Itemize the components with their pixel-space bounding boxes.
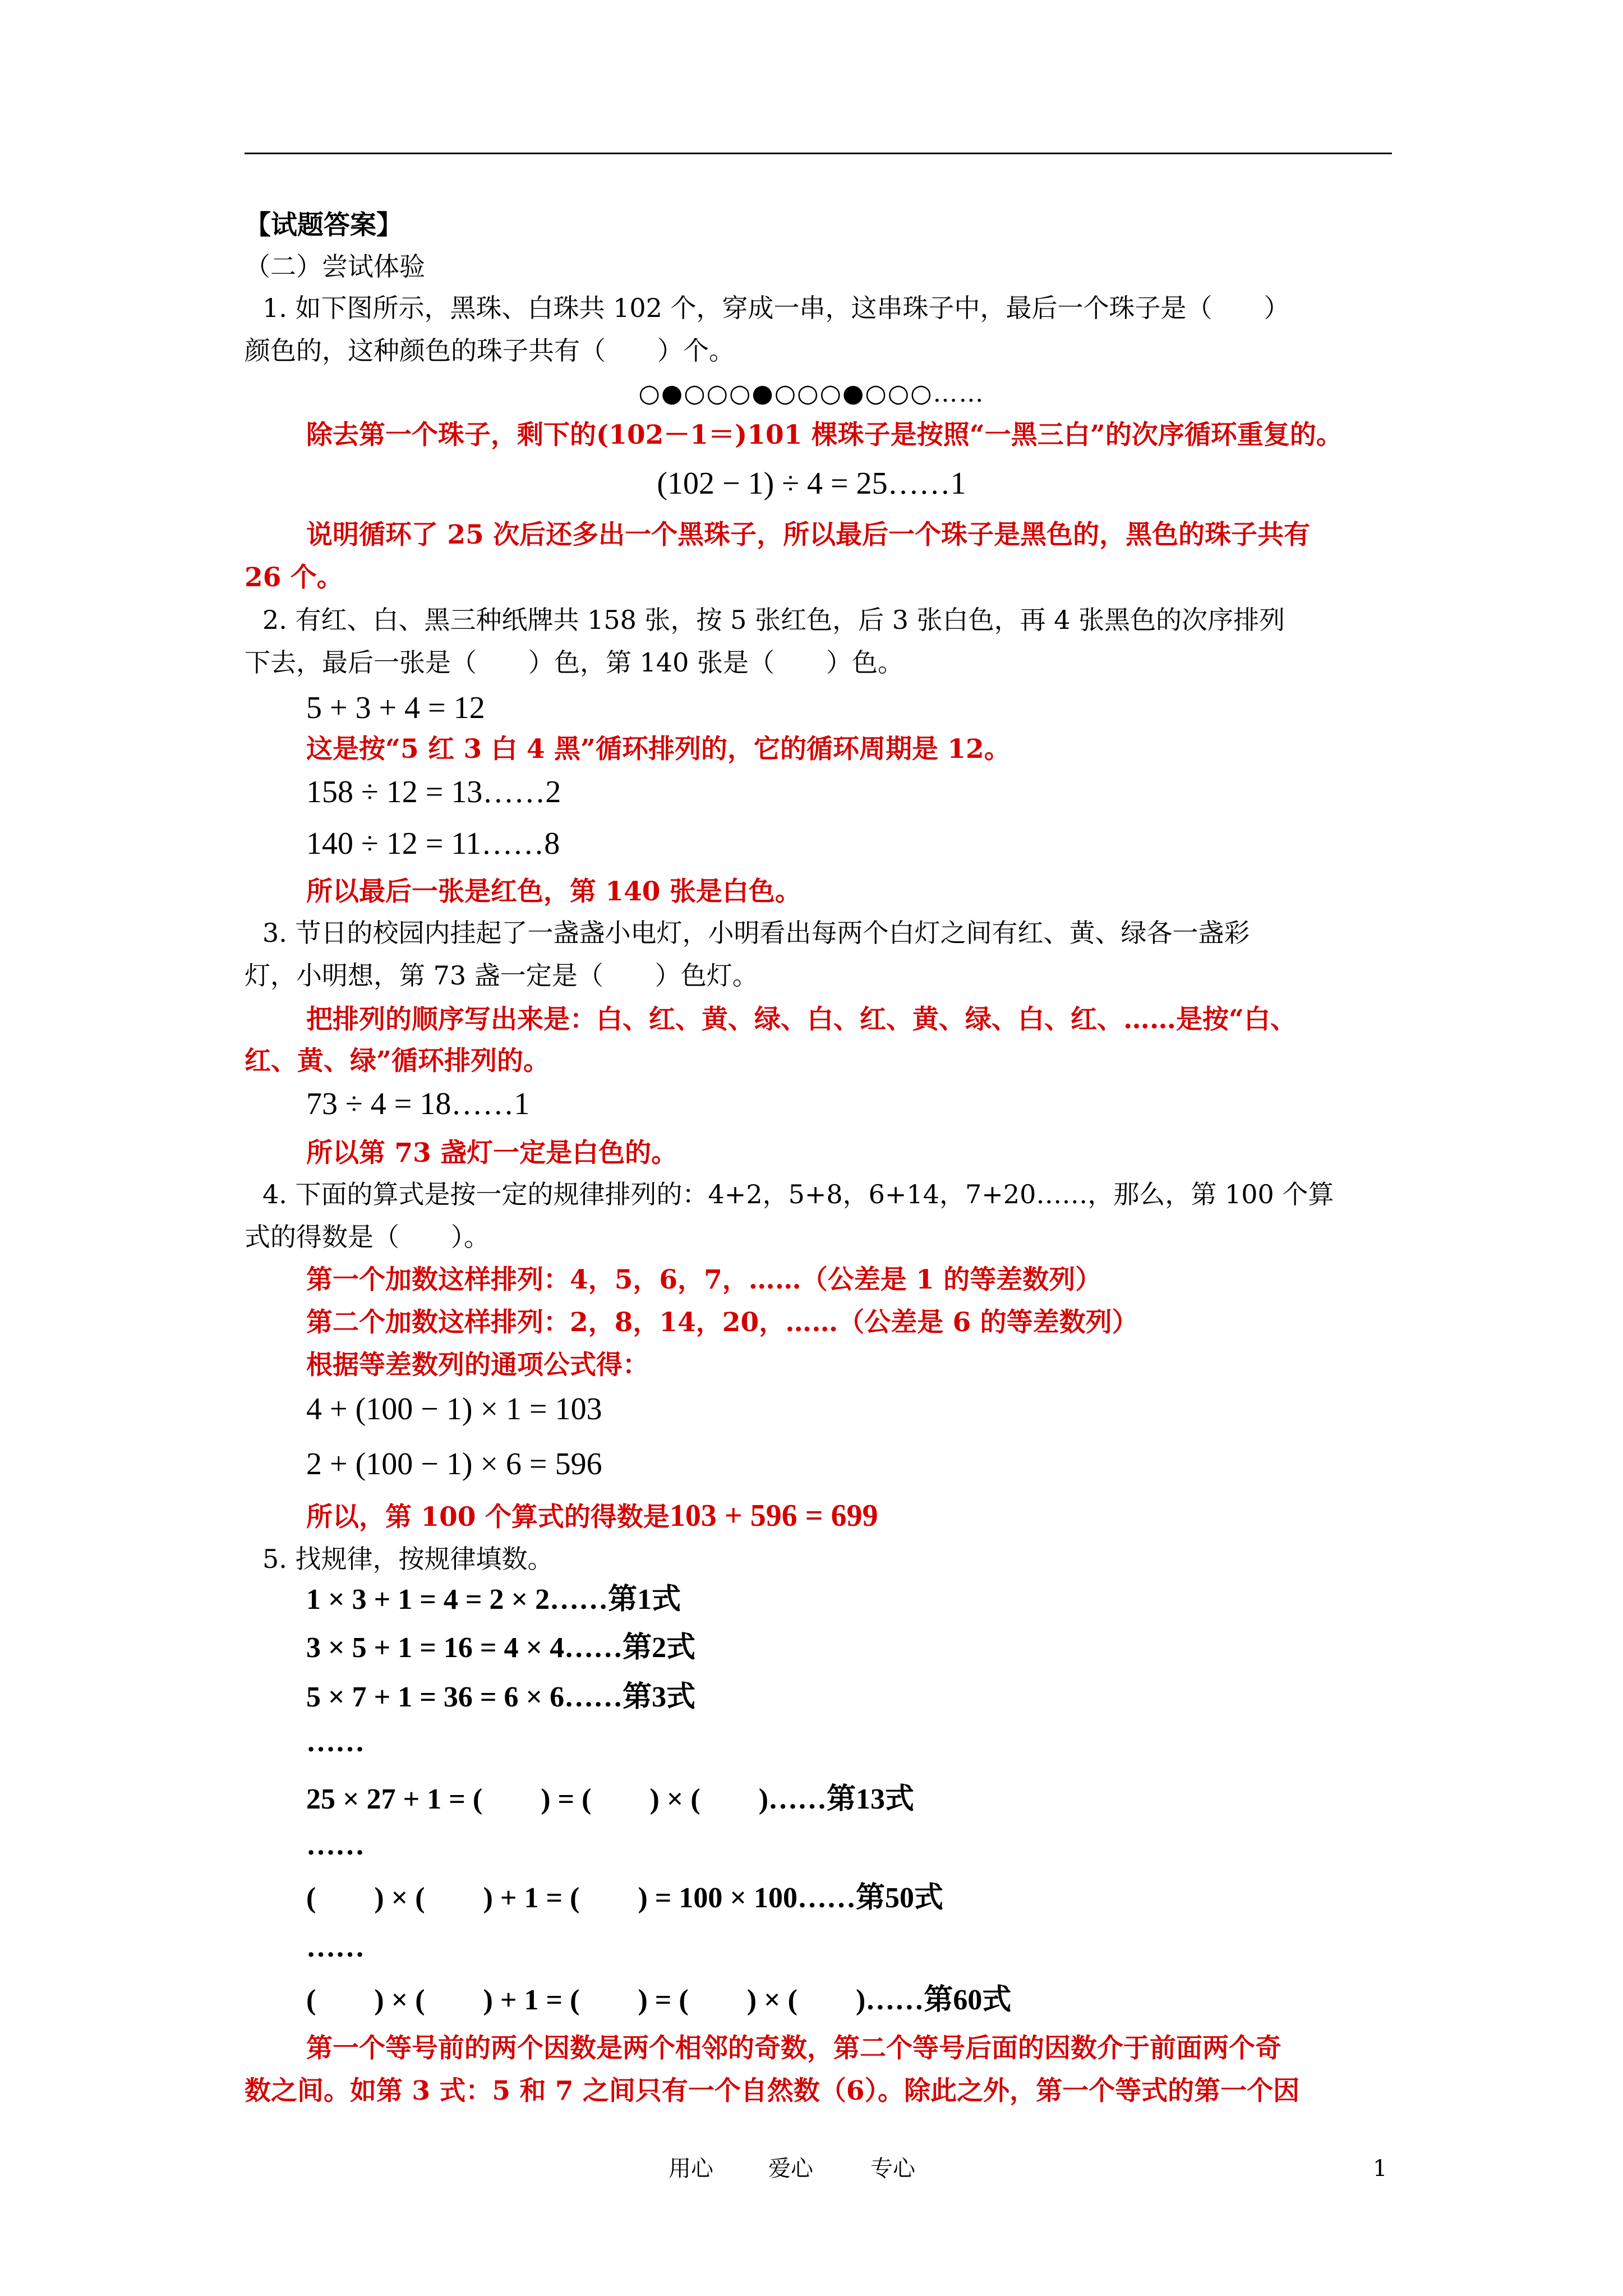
q1-equation: (102 − 1) ÷ 4 = 25……1 bbox=[657, 466, 966, 501]
q4-answer-line1: 第一个加数这样排列：4，5，6，7，……（公差是 1 的等差数列） bbox=[306, 1264, 1102, 1295]
q4-answer-line3: 根据等差数列的通项公式得： bbox=[306, 1350, 649, 1381]
q5-equation-3: 5 × 7 + 1 = 36 = 6 × 6……第3式 bbox=[306, 1681, 696, 1713]
q5-equation-6: ( ) × ( ) + 1 = ( ) = ( ) × ( )……第60式 bbox=[306, 1984, 1012, 2016]
q4-answer-line4 bbox=[306, 1500, 878, 1531]
q1-text-line2: 颜色的，这种颜色的珠子共有（ ）个。 bbox=[245, 335, 735, 366]
q1-answer-line2: 说明循环了 25 次后还多出一个黑珠子，所以最后一个珠子是黑色的，黑色的珠子共有 bbox=[306, 519, 1311, 550]
footer-motto-3: 专心 bbox=[870, 2156, 915, 2182]
q3-answer-line1: 把排列的顺序写出来是：白、红、黄、绿、白、红、黄、绿、白、红、……是按“白、 bbox=[306, 1004, 1297, 1035]
q5-answer-line1: 第一个等号前的两个因数是两个相邻的奇数，第二个等号后面的因数介于前面两个奇 bbox=[306, 2033, 1281, 2064]
q5-text-line1: 5. 找规律，按规律填数。 bbox=[262, 1544, 554, 1574]
q2-equation-1: 5 + 3 + 4 = 12 bbox=[306, 691, 485, 725]
q5-ellipsis-3: …… bbox=[306, 1931, 365, 1963]
q2-equation-2: 158 ÷ 12 = 13……2 bbox=[306, 775, 561, 809]
q5-answer-line2: 数之间。如第 3 式：5 和 7 之间只有一个自然数（6）。除此之外，第一个等式的第一个因 bbox=[245, 2076, 1300, 2106]
q2-answer-line2: 所以最后一张是红色，第 140 张是白色。 bbox=[306, 876, 801, 907]
header-rule bbox=[245, 153, 1392, 154]
q4-text-line1: 4. 下面的算式是按一定的规律排列的：4+2，5+8，6+14，7+20……，那么，第 100 个算 bbox=[262, 1179, 1334, 1209]
q3-text-line2: 灯，小明想，第 73 盏一定是（ ）色灯。 bbox=[245, 960, 758, 991]
q4-equation-2: 2 + (100 − 1) × 6 = 596 bbox=[306, 1447, 602, 1481]
answer-heading: 【试题答案】 bbox=[245, 210, 403, 241]
q1-text-line1: 1. 如下图所示，黑珠、白珠共 102 个，穿成一串，这串珠子中，最后一个珠子是（ ） bbox=[262, 293, 1290, 323]
q1-answer-line1: 除去第一个珠子，剩下的(102－1＝)101 棵珠子是按照“一黑三白”的次序循环重复的。 bbox=[306, 420, 1343, 450]
q3-answer-line2: 红、黄、绿”循环排列的。 bbox=[245, 1046, 550, 1076]
q4-answer-equation: 103 + 596 = 699 bbox=[669, 1498, 878, 1533]
q5-equation-1: 1 × 3 + 1 = 4 = 2 × 2……第1式 bbox=[306, 1584, 681, 1616]
q2-answer-line1: 这是按“5 红 3 白 4 黑”循环排列的，它的循环周期是 12。 bbox=[306, 734, 1011, 765]
q1-answer-line3: 26 个。 bbox=[245, 562, 343, 593]
q2-text-line1: 2. 有红、白、黑三种纸牌共 158 张，按 5 张红色，后 3 张白色，再 4 张黑色的次序排列 bbox=[262, 605, 1285, 635]
q1-bead-sequence: ○●○○○●○○○●○○○…… bbox=[638, 379, 985, 408]
q5-ellipsis-1: …… bbox=[306, 1726, 365, 1758]
q5-equation-2: 3 × 5 + 1 = 16 = 4 × 4……第2式 bbox=[306, 1632, 696, 1664]
q3-answer-line3: 所以第 73 盏灯一定是白色的。 bbox=[306, 1138, 678, 1168]
q4-answer-text: 所以，第 100 个算式的得数是 bbox=[306, 1502, 670, 1533]
q5-equation-4: 25 × 27 + 1 = ( ) = ( ) × ( )……第13式 bbox=[306, 1783, 915, 1815]
footer-motto-2: 爱心 bbox=[768, 2156, 813, 2182]
q5-ellipsis-2: …… bbox=[306, 1829, 365, 1861]
page-number: 1 bbox=[1373, 2156, 1387, 2182]
q5-equation-5: ( ) × ( ) + 1 = ( ) = 100 × 100……第50式 bbox=[306, 1882, 944, 1914]
q3-equation: 73 ÷ 4 = 18……1 bbox=[306, 1087, 530, 1121]
q4-text-line2: 式的得数是（ ）。 bbox=[245, 1222, 490, 1252]
q4-equation-1: 4 + (100 − 1) × 1 = 103 bbox=[306, 1392, 602, 1427]
footer-motto-1: 用心 bbox=[668, 2156, 713, 2182]
q3-text-line1: 3. 节日的校园内挂起了一盏盏小电灯，小明看出每两个白灯之间有红、黄、绿各一盏彩 bbox=[262, 918, 1250, 948]
q4-answer-line2: 第二个加数这样排列：2，8，14，20，……（公差是 6 的等差数列） bbox=[306, 1307, 1138, 1338]
section-title: （二）尝试体验 bbox=[245, 251, 425, 282]
q2-text-line2: 下去，最后一张是（ ）色，第 140 张是（ ）色。 bbox=[245, 647, 904, 678]
q2-equation-3: 140 ÷ 12 = 11……8 bbox=[306, 826, 560, 861]
